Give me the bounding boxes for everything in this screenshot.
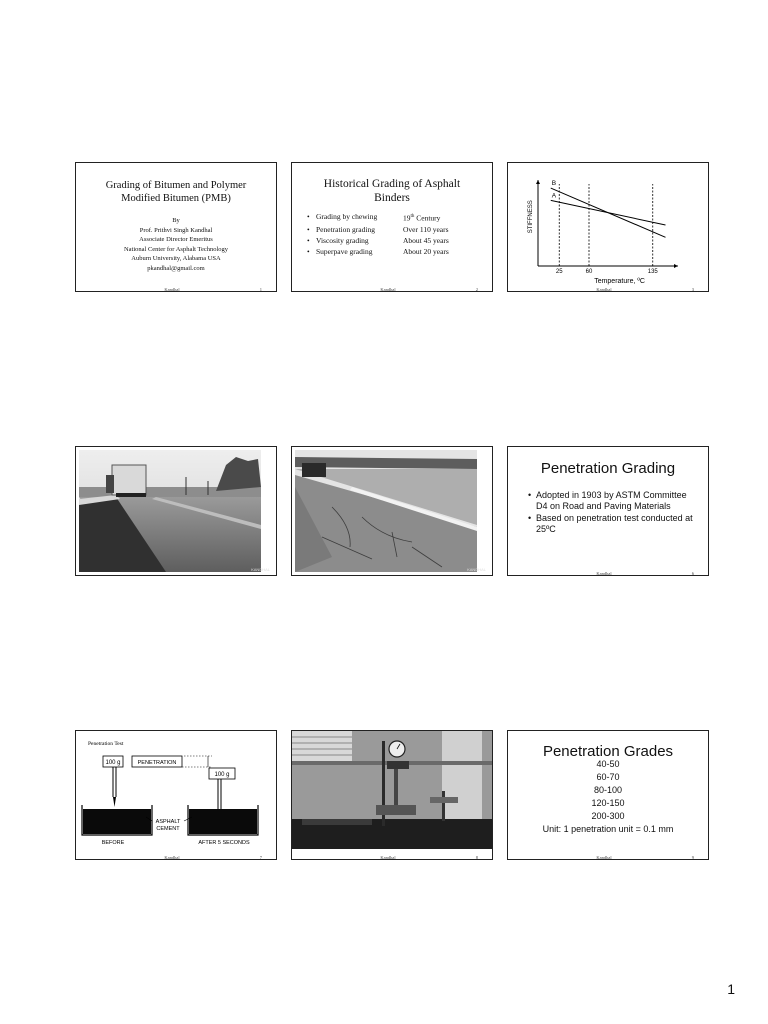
bullet: •: [307, 235, 310, 245]
slide-8: [291, 730, 493, 860]
slide-5: [291, 446, 493, 576]
before-label: BEFORE: [101, 840, 125, 846]
slide-1-author-block: By Prof. Prithvi Singh Kandhal Associate Director Emeritus National Center for Asphalt Technology Auburn University, Alabama USA pkandhal@gmail.com: [123, 217, 229, 272]
grading-history-row: [307, 246, 449, 257]
slide-4: [75, 446, 277, 576]
slide-number: 6: [691, 571, 694, 576]
highway-truck-photo: [76, 447, 277, 576]
grading-method: Superpave grading: [316, 246, 373, 256]
y-axis-label: STIFFNESS: [528, 200, 534, 234]
series-line-b: [551, 188, 666, 237]
slide-number: 2: [475, 287, 478, 292]
slide-number: 9: [691, 855, 694, 860]
stiffness-chart: [508, 163, 709, 292]
grading-history-table: [307, 211, 449, 257]
footer-author: Kandhal: [380, 287, 396, 292]
grade-item: 120-150: [591, 798, 625, 808]
slide-1-title: Grading of Bitumen and Polymer Modified Bitumen (PMB): [105, 180, 247, 204]
x-tick-label: 60: [585, 269, 593, 275]
x-axis-arrow: [674, 264, 678, 268]
photo-caption: KANDHAL: [467, 567, 486, 572]
slide-1: [75, 162, 277, 292]
slide-9: [507, 730, 709, 860]
grading-method: Viscosity grading: [316, 235, 369, 245]
x-tick-label: 25: [555, 269, 563, 275]
slide-9-title: Penetration Grades: [542, 743, 674, 760]
grading-era: About 45 years: [403, 235, 449, 245]
bullet: •: [528, 490, 532, 500]
bullet-text: Adopted in 1903 by ASTM Committee D4 on Road and Paving Materials: [536, 490, 687, 511]
footer-author: Kandhal: [164, 287, 180, 292]
asphalt-label-line1: ASPHALT: [155, 819, 181, 825]
cracked-road-photo: [292, 447, 493, 576]
penetration-grades-list: [508, 758, 708, 836]
grading-history-row: [307, 224, 449, 235]
series-label-b: B: [551, 180, 557, 188]
grading-method: Grading by chewing: [316, 212, 378, 221]
slide-number: 7: [259, 855, 262, 860]
page-number: 1: [727, 981, 735, 997]
footer-author: Kandhal: [596, 571, 612, 576]
photo-caption: KANDHAL: [251, 567, 270, 572]
bullet: •: [528, 513, 532, 523]
unit-note: Unit: 1 penetration unit = 0.1 mm: [542, 824, 674, 834]
grade-item: 200-300: [591, 811, 625, 821]
grade-item: 40-50: [596, 759, 620, 769]
bullet: •: [307, 224, 310, 234]
slide-number: 8: [475, 855, 478, 860]
asphalt-label-line2: CEMENT: [156, 826, 180, 832]
diagram-label: Penetration Test: [88, 741, 124, 747]
bullet-item: [528, 490, 694, 512]
penetration-label: PENETRATION: [137, 760, 177, 766]
after-label: AFTER 5 SECONDS: [198, 840, 250, 846]
footer-author: Kandhal: [596, 855, 612, 860]
slide-6: [507, 446, 709, 576]
bullet: •: [307, 212, 310, 221]
slide-number: 3: [691, 287, 694, 292]
grading-era: 19th Century: [403, 213, 441, 223]
bullet: •: [307, 246, 310, 256]
x-tick-label: 135: [647, 269, 658, 275]
weight-label-before: 100 g: [105, 760, 121, 766]
bullet-item: [528, 513, 694, 535]
series-label-a: A: [551, 192, 557, 200]
y-axis-arrow: [536, 180, 540, 184]
slide-3: [507, 162, 709, 292]
slide-6-bullets: [528, 490, 694, 536]
grading-method: Penetration grading: [316, 224, 375, 234]
grading-era: Over 110 years: [403, 224, 449, 234]
penetrometer-photo: [292, 731, 493, 860]
footer-author: Kandhal: [380, 855, 396, 860]
bullet-text: Based on penetration test conducted at 25ºC: [536, 513, 693, 534]
weight-label-after: 100 g: [214, 772, 230, 778]
footer-author: Kandhal: [164, 855, 180, 860]
x-axis-label: Temperature, ºC: [594, 278, 646, 285]
slide-2: [291, 162, 493, 292]
grading-era: About 20 years: [403, 246, 449, 256]
grading-history-row: [307, 211, 449, 224]
slide-7: [75, 730, 277, 860]
slide-number: 1: [259, 287, 262, 292]
grade-item: 60-70: [596, 772, 620, 782]
grade-item: 80-100: [593, 785, 623, 795]
grading-history-row: [307, 235, 449, 246]
footer-author: Kandhal: [596, 287, 612, 292]
slide-2-title: Historical Grading of Asphalt Binders: [323, 178, 461, 204]
slide-6-title: Penetration Grading: [540, 460, 676, 477]
penetration-test-diagram: [76, 731, 277, 860]
